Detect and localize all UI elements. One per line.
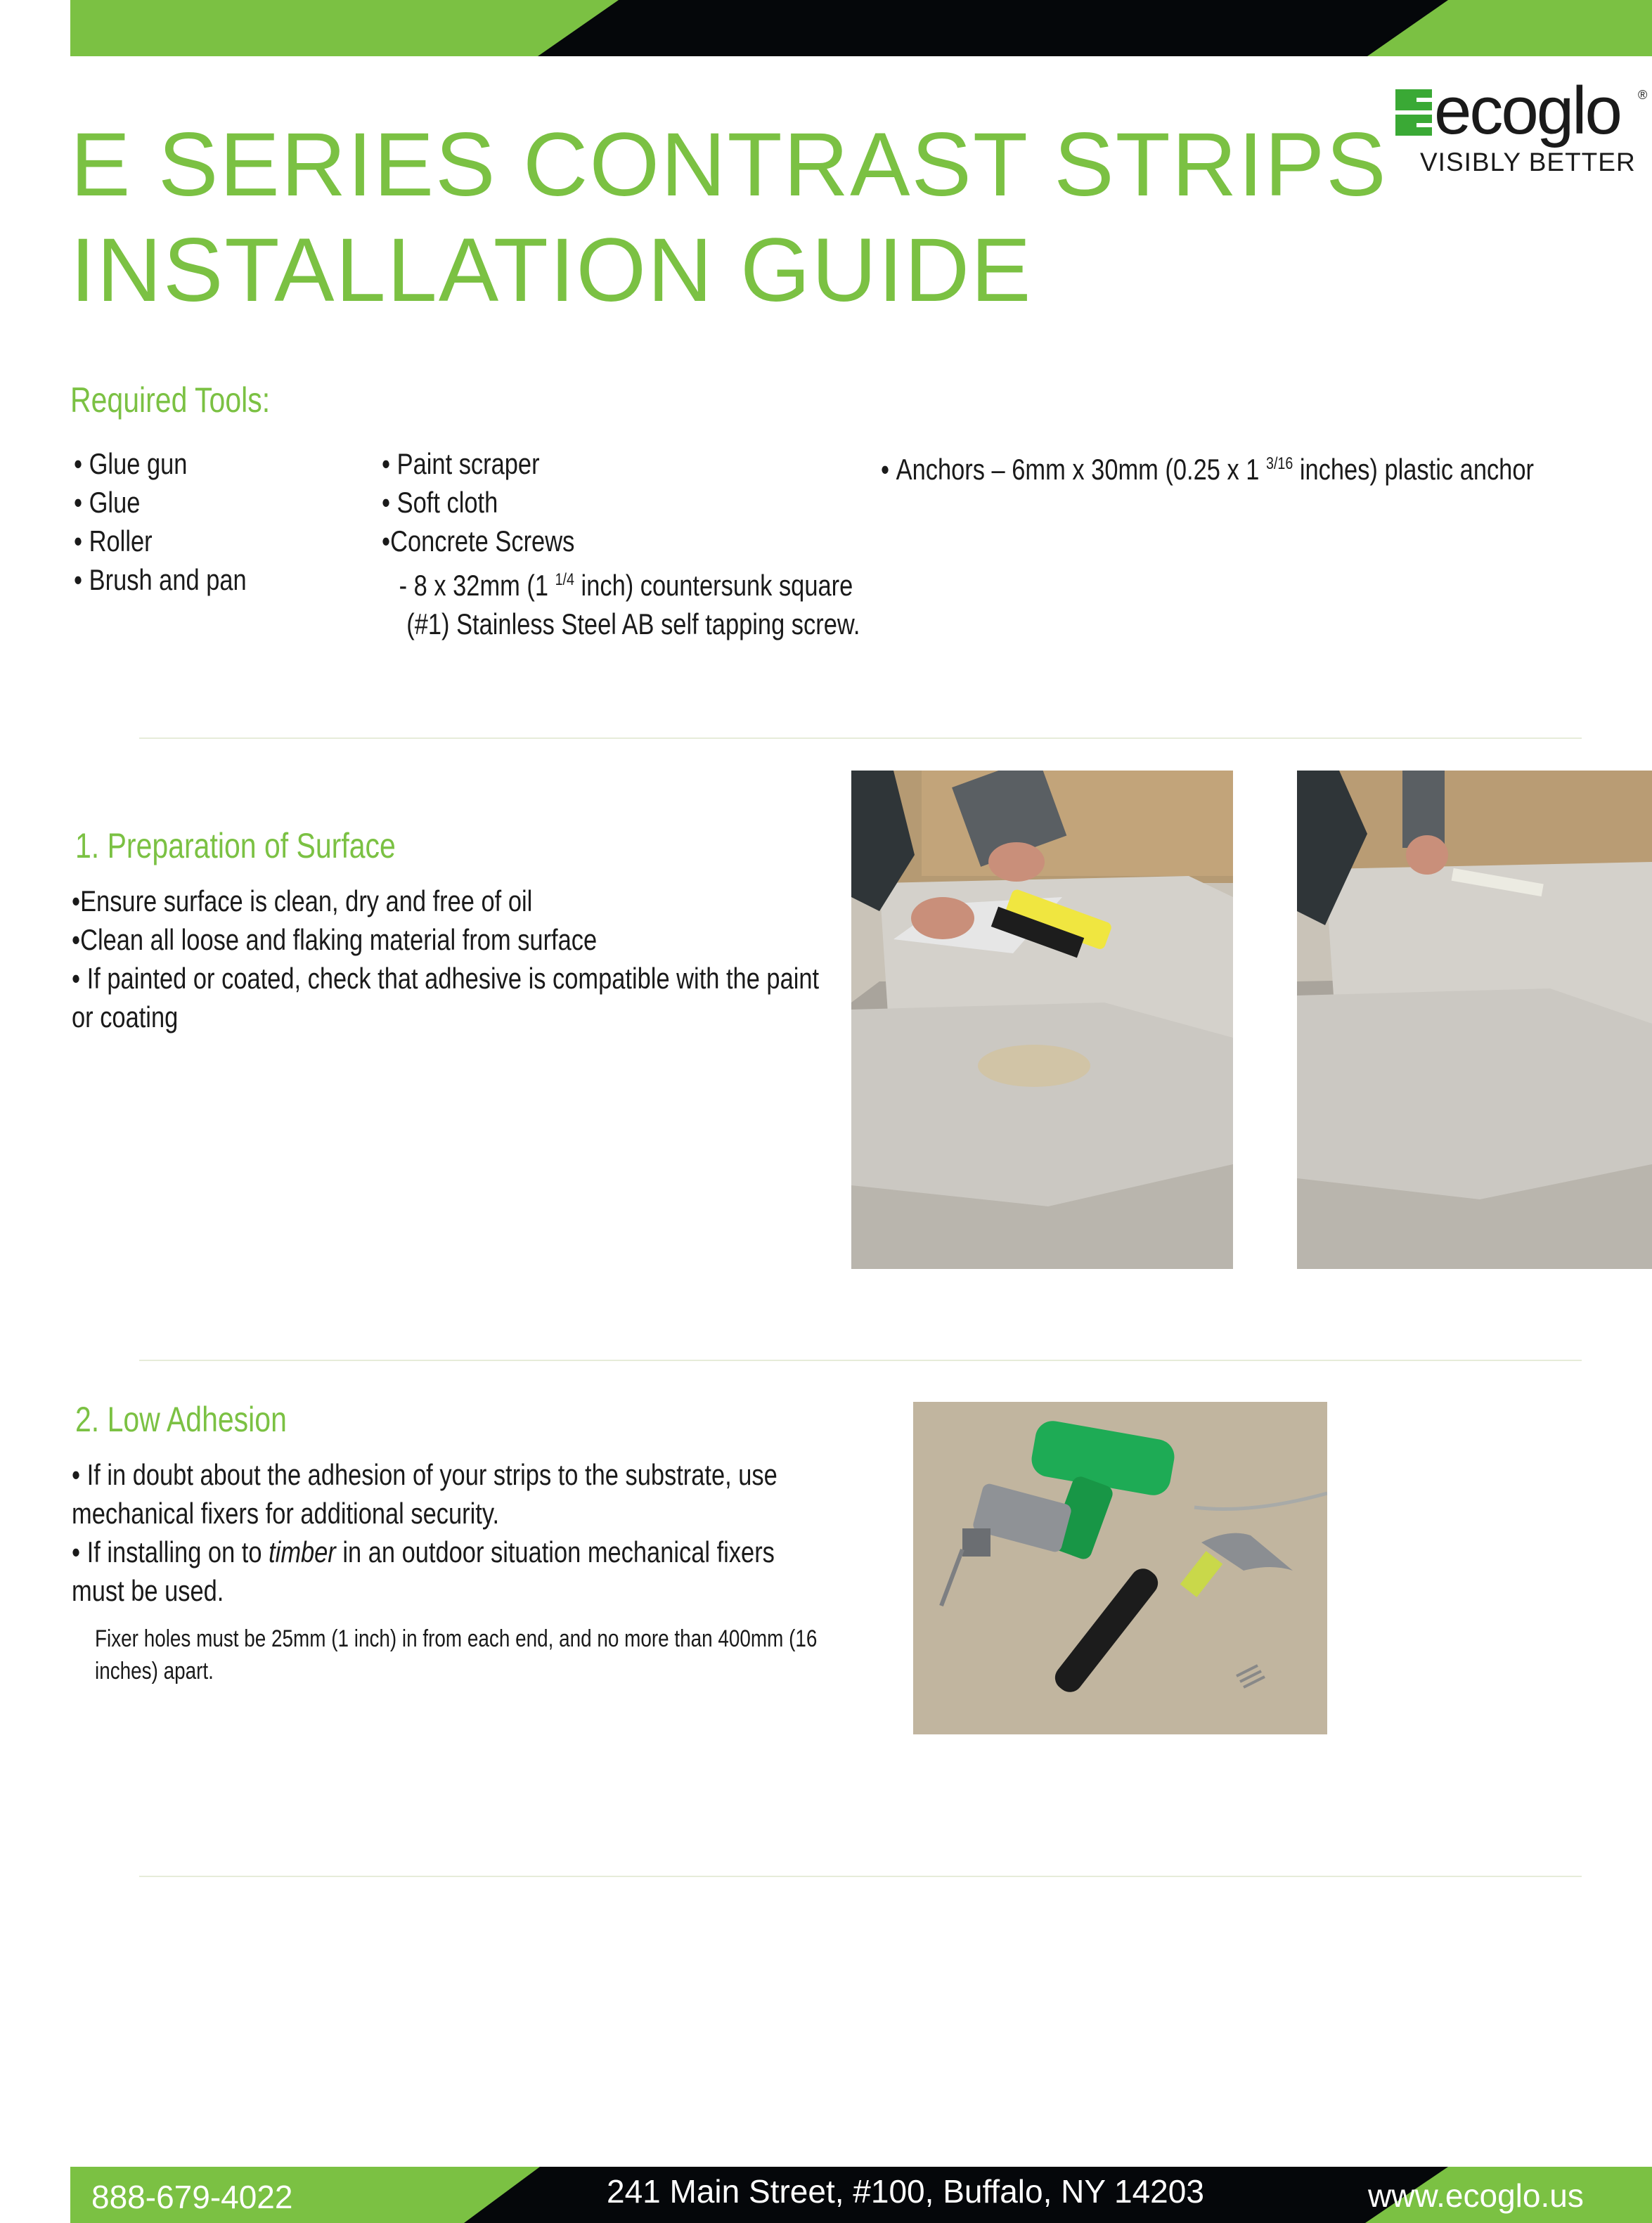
footer-address: 241 Main Street, #100, Buffalo, NY 14203 [607, 2173, 1204, 2210]
registered-mark: ® [1638, 88, 1648, 102]
list-item-continuation: mechanical fixers for additional security. [72, 1497, 500, 1530]
step-1-heading: 1. Preparation of Surface [75, 826, 396, 865]
top-color-band [70, 0, 1652, 56]
photo-brushing-step [851, 771, 1233, 1269]
fixer-note-line-1: Fixer holes must be 25mm (1 inch) in from each end, and no more than 400mm (16 [95, 1625, 818, 1652]
list-item: • Paint scraper [382, 447, 540, 480]
list-item: •Concrete Screws [382, 524, 575, 558]
step-1-list [72, 882, 819, 1036]
list-item: • Anchors – 6mm x 30mm (0.25 x 1 $^{3/16}$ inches) plastic anchor [881, 453, 1534, 486]
list-item: • If installing on to timber in an outdoor situation mechanical fixers [72, 1535, 775, 1568]
list-item: • Glue gun [74, 447, 188, 480]
step-2-heading: 2. Low Adhesion [75, 1400, 287, 1439]
fixer-note-line-2: inches) apart. [95, 1658, 214, 1684]
screw-detail-line2: (#1) Stainless Steel AB self tapping screw. [406, 607, 860, 640]
footer-phone[interactable]: 888-679-4022 [91, 2179, 293, 2215]
list-item: • If painted or coated, check that adhesive is compatible with the paint [72, 962, 820, 995]
required-tools-heading: Required Tools: [70, 380, 271, 420]
tools-column-2 [382, 444, 860, 643]
list-item: • Roller [74, 524, 153, 558]
list-item-continuation: must be used. [72, 1574, 224, 1607]
list-item-continuation: or coating [72, 1000, 179, 1033]
tools-column-1 [74, 444, 247, 599]
list-item: • If in doubt about the adhesion of your strips to the substrate, use [72, 1458, 777, 1491]
screw-detail: - 8 x 32mm (1 $^{1/4}$ inch) countersunk square [399, 569, 853, 602]
list-item: • Soft cloth [382, 486, 498, 519]
title-line-1: E SERIES CONTRAST STRIPS [70, 115, 1388, 215]
brand-tagline: VISIBLY BETTER [1420, 148, 1636, 176]
step-2-list [72, 1455, 777, 1610]
footer-website-link[interactable]: www.ecoglo.us [1368, 2177, 1584, 2214]
section-divider [139, 1876, 1582, 1877]
ecoglo-logo-mark-icon [1395, 89, 1432, 136]
list-item: • Glue [74, 486, 141, 519]
fixer-note [95, 1623, 817, 1687]
section-divider [139, 737, 1582, 739]
photo-applying-strip [1297, 771, 1652, 1269]
list-item: •Clean all loose and flaking material from surface [72, 923, 598, 956]
page-title [70, 112, 1388, 323]
photo-drill-hammer [913, 1402, 1327, 1734]
tools-column-3 [881, 444, 1534, 489]
brand-logo-text: ecoglo [1434, 73, 1620, 148]
title-line-2: INSTALLATION GUIDE [70, 220, 1033, 321]
list-item: • Brush and pan [74, 563, 247, 596]
section-divider [139, 1360, 1582, 1361]
list-item: •Ensure surface is clean, dry and free of oil [72, 884, 533, 917]
